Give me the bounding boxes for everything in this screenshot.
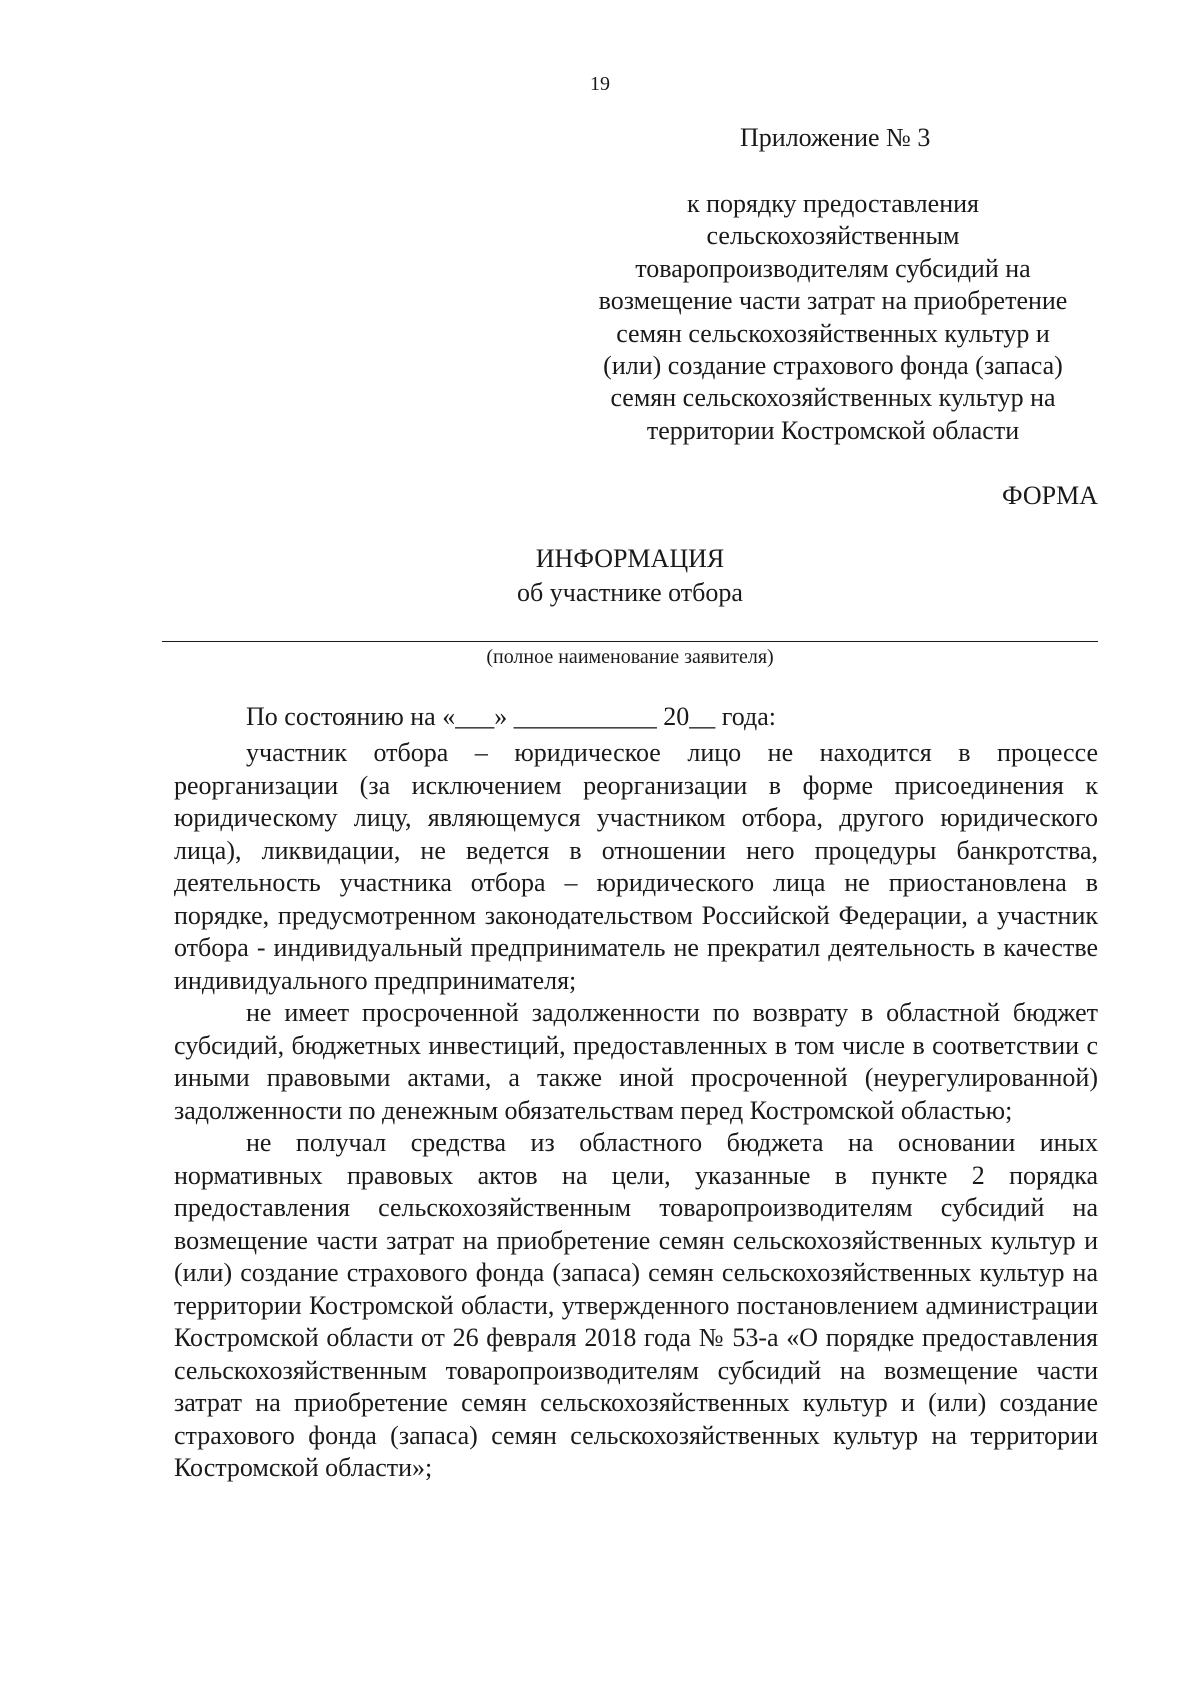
appendix-reference-line: семян сельскохозяйственных культур на — [610, 383, 1056, 413]
applicant-name-blank-line — [162, 641, 1098, 642]
document-title: ИНФОРМАЦИЯ — [535, 544, 725, 573]
appendix-reference-line: семян сельскохозяйственных культур и — [616, 318, 1050, 348]
date-line: По состоянию на «___» ___________ 20__ года: — [246, 702, 776, 731]
appendix-reference-line: к порядку предоставления — [687, 189, 979, 218]
appendix-reference-line: (или) создание страхового фонда (запаса) — [603, 351, 1063, 381]
appendix-reference — [568, 188, 1098, 447]
paragraph: участник отбора – юридическое лицо не находится в процессе реорганизации (за исключением реорганизации в форме присоединения к юридическому лицу, являющемуся участником отбора, другого юридического лица), ликвидации, не ведется в отношении него процедуры банкротства, деятельность участника отбора – юридического лица не приостановлена в порядке, предусмотренном законодательством Российской Федерации, а участник отбора - индивидуальный предприниматель не прекратил деятельность в качестве индивидуального предпринимателя; — [174, 738, 1098, 995]
page-number: 19 — [590, 73, 610, 95]
paragraph: не получал средства из областного бюджета на основании иных нормативных правовых актов на цели, указанные в пункте 2 порядка предоставления сельскохозяйственным товаропроизводителям субсидий на возмещение части затрат на приобретение семян сельскохозяйственных культур и (или) создание страхового фонда (запаса) семян сельскохозяйственных культур на территории Костромской области, утвержденного постановлением администрации Костромской области от 26 февраля 2018 года № 53-а «О порядке предоставления сельскохозяйственным товаропроизводителям субсидий на возмещение части затрат на приобретение семян сельскохозяйственных культур и (или) создание страхового фонда (запаса) семян сельскохозяйственных культур на территории Костромской области»; — [174, 1128, 1098, 1482]
appendix-reference-line: сельскохозяйственным — [706, 221, 960, 251]
applicant-name-caption: (полное наименование заявителя) — [486, 646, 774, 668]
form-label: ФОРМА — [1002, 481, 1098, 510]
body-text — [174, 737, 1098, 1485]
document-subtitle: об участнике отбора — [517, 578, 743, 607]
appendix-reference-line: возмещение части затрат на приобретение — [598, 286, 1068, 316]
appendix-title: Приложение № 3 — [740, 123, 931, 152]
paragraph: не имеет просроченной задолженности по возврату в областной бюджет субсидий, бюджетных инвестиций, предоставленных в том числе в соответствии с иными правовыми актами, а также иной просроченной (неурегулированной) задолженности по денежным обязательствам перед Костромской областью; — [174, 998, 1098, 1125]
appendix-reference-line: территории Костромской области — [646, 415, 1020, 445]
appendix-reference-line: товаропроизводителям субсидий на — [635, 253, 1031, 283]
